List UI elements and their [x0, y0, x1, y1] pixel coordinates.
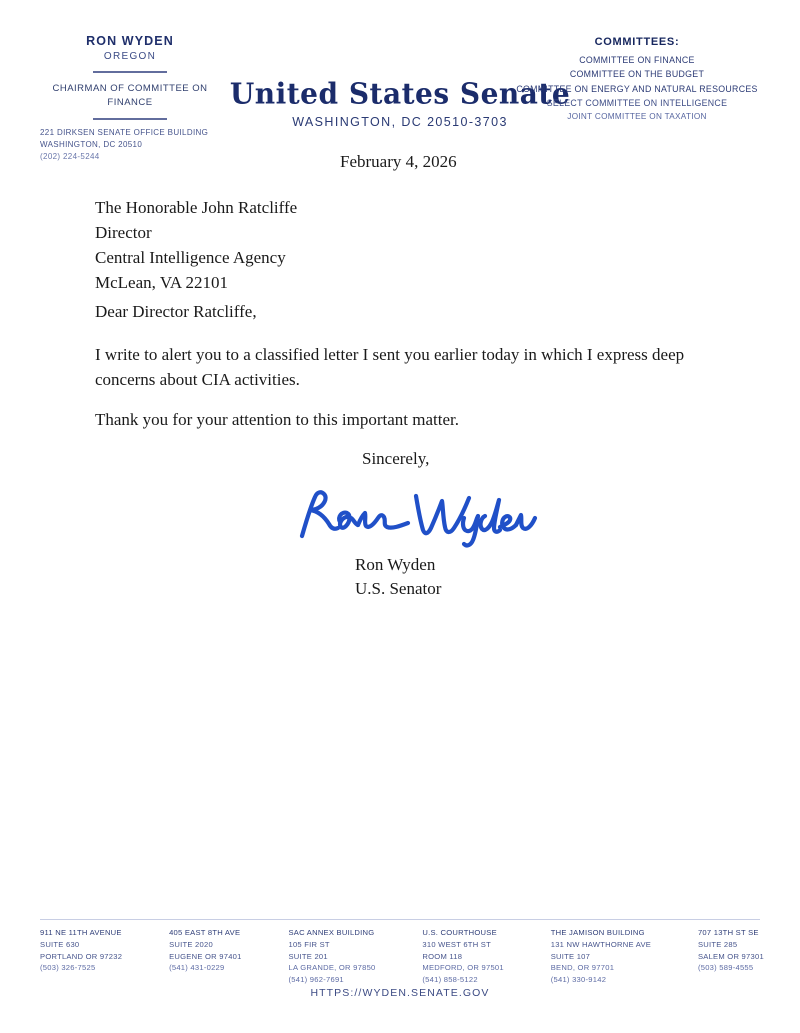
office-la-grande [288, 927, 375, 986]
chairmanship-line-2: FINANCE [107, 96, 153, 108]
office-line: 405 EAST 8TH AVE [169, 928, 241, 937]
office-line: PORTLAND OR 97232 [40, 951, 123, 961]
office-portland [40, 927, 122, 986]
dc-address-line-2: WASHINGTON, DC 20510 [40, 140, 143, 150]
office-line: (541) 962-7691 [288, 975, 344, 985]
signature-image [288, 478, 538, 553]
office-line: 131 NW HAWTHORNE AVE [550, 939, 652, 949]
committee-item: COMMITTEE ON ENERGY AND NATURAL RESOURCES [516, 83, 758, 94]
committees-block [502, 36, 772, 123]
signer-title: U.S. Senator [355, 578, 442, 598]
committees-heading: COMMITTEES: [594, 36, 680, 48]
divider-rule-bottom [93, 118, 167, 120]
office-line: (541) 858-5122 [422, 975, 478, 985]
recipient-line-3: Central Intelligence Agency [95, 247, 286, 267]
office-line: 911 NE 11TH AVENUE [40, 928, 122, 937]
signer-name: Ron Wyden [355, 555, 436, 574]
office-line: SUITE 630 [40, 939, 80, 949]
body-paragraph-1: I write to alert you to a classified letter I sent you earlier today in which I express deep concerns about CIA activities. [95, 345, 685, 389]
office-bend [551, 927, 651, 986]
office-line: BEND, OR 97701 [550, 963, 615, 973]
office-line: 707 13TH ST SE [697, 928, 759, 937]
office-line: THE JAMISON BUILDING [550, 928, 645, 937]
committee-item: SELECT COMMITTEE ON INTELLIGENCE [546, 97, 728, 108]
footer [0, 913, 800, 1033]
committee-item: COMMITTEE ON THE BUDGET [569, 69, 705, 80]
senate-city-zip: WASHINGTON, DC 20510-3703 [292, 115, 508, 129]
closing-salutation: Sincerely, [362, 449, 430, 468]
office-line: LA GRANDE, OR 97850 [288, 963, 376, 973]
salutation: Dear Director Ratcliffe, [95, 302, 257, 321]
divider-rule-top [93, 71, 167, 73]
recipient-address [95, 196, 297, 296]
office-line: SUITE 107 [550, 951, 591, 961]
dc-address-phone: (202) 224-5244 [40, 152, 100, 162]
signature-block [355, 553, 441, 601]
office-line: SAC ANNEX BUILDING [288, 928, 375, 937]
office-line: SUITE 201 [288, 951, 328, 961]
senator-state: OREGON [103, 51, 157, 62]
office-line: SUITE 2020 [169, 939, 213, 949]
chairmanship-line-1: CHAIRMAN OF COMMITTEE ON [52, 83, 208, 94]
recipient-line-4: McLean, VA 22101 [95, 272, 229, 292]
office-line: 105 FIR ST [288, 939, 330, 949]
office-salem [698, 927, 764, 986]
recipient-line-1: The Honorable John Ratcliffe [95, 198, 298, 217]
footer-divider [40, 919, 760, 920]
office-line: EUGENE OR 97401 [169, 951, 242, 961]
senate-title: United States Senate [229, 76, 571, 111]
dc-address-line-1: 221 DIRKSEN SENATE OFFICE BUILDING [40, 128, 209, 137]
body-paragraph-2: Thank you for your attention to this important matter. [95, 410, 460, 429]
district-offices [40, 927, 764, 986]
office-line: ROOM 118 [422, 951, 463, 961]
dc-office-address [40, 127, 260, 163]
office-line: SALEM OR 97301 [697, 951, 764, 961]
office-line: SUITE 285 [697, 939, 738, 949]
committee-item: JOINT COMMITTEE ON TAXATION [567, 112, 707, 121]
committee-item: COMMITTEE ON FINANCE [579, 55, 695, 65]
recipient-line-2: Director [95, 222, 152, 242]
office-line: MEDFORD, OR 97501 [422, 963, 504, 973]
office-line: 310 WEST 6TH ST [422, 939, 491, 949]
committees-list [502, 53, 772, 123]
office-eugene [169, 927, 242, 986]
website-url: HTTPS://WYDEN.SENATE.GOV [310, 987, 490, 999]
office-line: U.S. COURTHOUSE [422, 928, 497, 937]
letter-date: February 4, 2026 [340, 152, 457, 171]
office-line: (503) 589-4555 [697, 963, 754, 973]
senator-name: RON WYDEN [86, 34, 174, 48]
office-line: (503) 326-7525 [40, 963, 96, 973]
office-line: (541) 431-0229 [169, 963, 225, 973]
office-medford [422, 927, 503, 986]
letterhead [0, 0, 800, 175]
office-line: (541) 330-9142 [550, 975, 607, 985]
